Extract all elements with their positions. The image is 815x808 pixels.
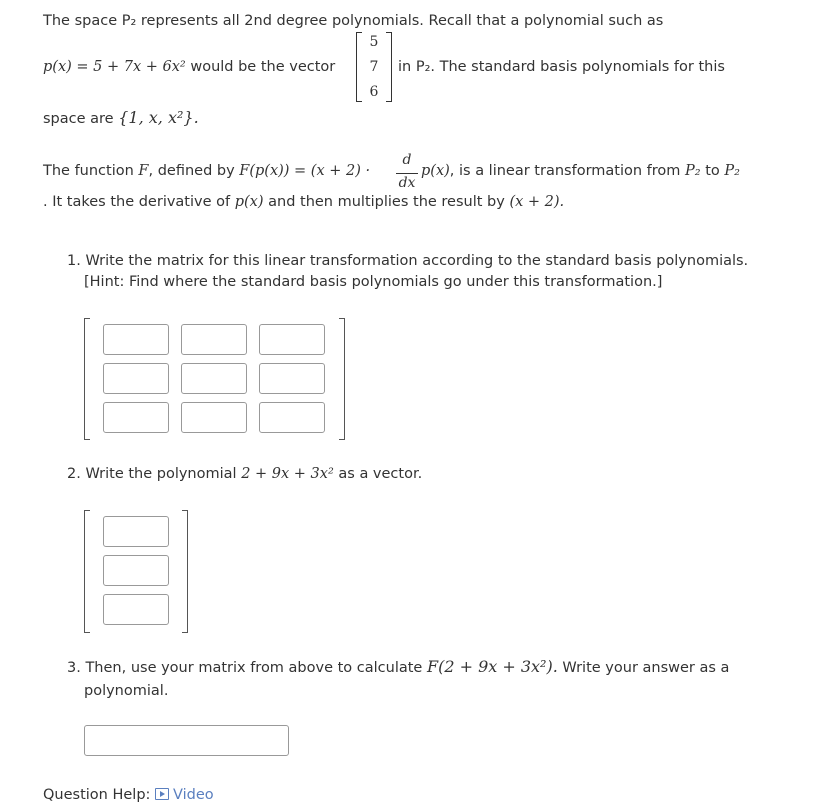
function-expression: F(p(x)) = (x + 2) ·	[239, 163, 371, 179]
vector-cell-3[interactable]	[103, 594, 169, 625]
matrix-cell-1-2[interactable]	[181, 324, 247, 355]
matrix-cell-3-1[interactable]	[103, 402, 169, 433]
video-link-label: Video	[173, 787, 214, 803]
vector-phrase: would be the vector	[190, 59, 336, 75]
function-def-line-1b	[421, 163, 740, 179]
derivative-text: . It takes the derivative of	[43, 194, 231, 210]
intro-line-3	[43, 108, 199, 127]
video-link[interactable]	[155, 787, 214, 803]
derivative-fraction	[396, 152, 418, 196]
polynomial-answer-input[interactable]	[84, 725, 289, 756]
function-def-line-2	[43, 194, 564, 210]
codomain-space: P₂	[724, 163, 740, 179]
function-argument: p(x)	[421, 163, 450, 179]
matrix-cell-1-1[interactable]	[103, 324, 169, 355]
vector-cell-2[interactable]	[103, 555, 169, 586]
standard-basis: {1, x, x²}.	[118, 108, 199, 127]
q2-polynomial: 2 + 9x + 3x²	[241, 466, 334, 482]
function-def-line-1a	[43, 163, 370, 179]
matrix-cell-2-1[interactable]	[103, 363, 169, 394]
q2-number: 2.	[67, 466, 81, 482]
q3-expression: F(2 + 9x + 3x²).	[426, 657, 558, 676]
intro-line-1: The space P₂ represents all 2nd degree polynomials. Recall that a polynomial such as	[43, 13, 664, 29]
fraction-denominator: dx	[398, 175, 416, 191]
q3-line-1	[67, 657, 729, 676]
q3-number: 3.	[67, 660, 81, 676]
example-vector	[356, 32, 392, 102]
q3-text-before: Then, use your matrix from above to calculate	[85, 660, 423, 676]
function-text-3: , is a linear transformation from	[449, 163, 681, 179]
vector-entry: 7	[369, 59, 379, 75]
q1-text: Write the matrix for this linear transformation according to the standard basis polynomials.	[85, 253, 749, 269]
q1-hint: [Hint: Find where the standard basis polynomials go under this transformation.]	[84, 274, 663, 290]
q3-text-after: Write your answer as a	[562, 660, 730, 676]
q1-line-1	[67, 253, 748, 269]
vector-cell-1[interactable]	[103, 516, 169, 547]
vector-left-bracket	[84, 510, 90, 633]
right-bracket	[386, 32, 392, 102]
multiplier-expression: (x + 2).	[509, 194, 565, 210]
question-help	[43, 787, 214, 803]
function-symbol: F	[138, 163, 149, 179]
intro-line-2	[43, 59, 335, 75]
matrix-cell-1-3[interactable]	[259, 324, 325, 355]
q1-number: 1.	[67, 253, 81, 269]
q2-text-before: Write the polynomial	[85, 466, 237, 482]
vector-right-bracket	[182, 510, 188, 633]
matrix-right-bracket	[339, 318, 345, 440]
multiply-text: and then multiplies the result by	[268, 194, 505, 210]
function-text-1: The function	[43, 163, 134, 179]
q2-text-after: as a vector.	[338, 466, 423, 482]
vector-entry: 5	[369, 34, 379, 50]
space-are-text: space are	[43, 111, 114, 127]
example-polynomial: p(x) = 5 + 7x + 6x²	[43, 59, 186, 75]
matrix-cell-2-3[interactable]	[259, 363, 325, 394]
q2-line	[67, 466, 422, 482]
matrix-left-bracket	[84, 318, 90, 440]
play-video-icon	[155, 788, 169, 800]
matrix-cell-3-2[interactable]	[181, 402, 247, 433]
matrix-cell-2-2[interactable]	[181, 363, 247, 394]
fraction-numerator: d	[402, 152, 412, 168]
q3-line-2: polynomial.	[84, 683, 169, 699]
intro-line-2-after: in P₂. The standard basis polynomials for this	[398, 59, 725, 75]
function-text-2: , defined by	[148, 163, 235, 179]
fraction-bar	[396, 173, 418, 174]
to-text: to	[705, 163, 720, 179]
px-symbol: p(x)	[234, 194, 264, 210]
question-help-label: Question Help:	[43, 787, 151, 803]
matrix-cell-3-3[interactable]	[259, 402, 325, 433]
domain-space: P₂	[685, 163, 701, 179]
vector-entry: 6	[369, 84, 379, 100]
